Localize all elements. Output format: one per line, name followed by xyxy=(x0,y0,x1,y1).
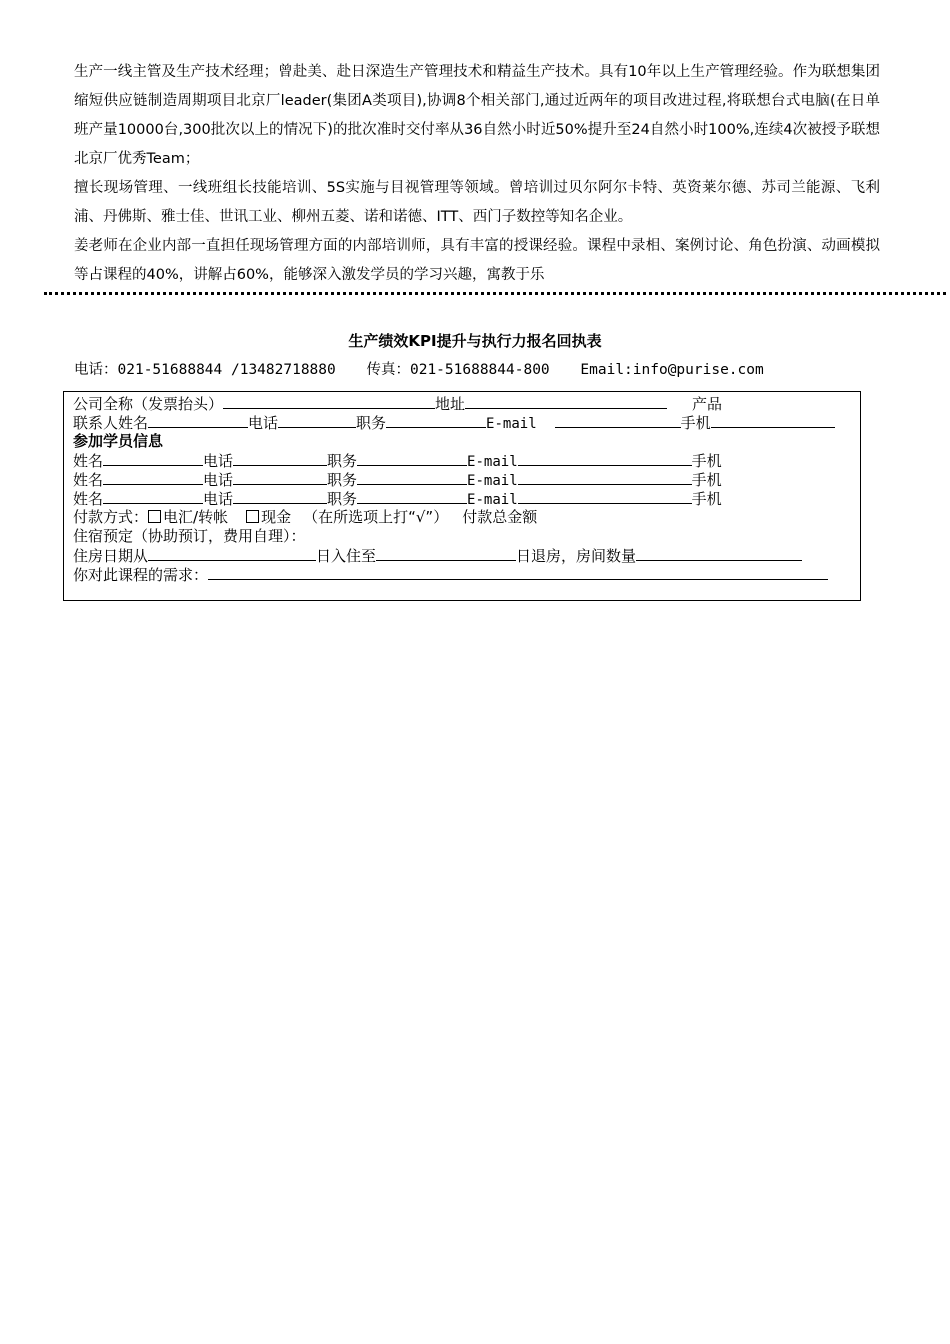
contact-tel-field[interactable] xyxy=(278,413,356,428)
name-field[interactable] xyxy=(103,470,203,485)
position-field[interactable] xyxy=(357,489,467,504)
name-label: 姓名 xyxy=(73,490,104,508)
contact-tel-label: 电话 xyxy=(248,414,279,432)
bio-paragraph-1: 生产一线主管及生产技术经理；曾赴美、赴日深造生产管理技术和精益生产技术。具有10年以上生产管理经验。作为联想集团缩短供应链制造周期项目北京厂leader(集团A类项目),协调8个相关部门,通过近两年的项目改进过程,将联想台式电脑(在日单班产量10000台,300批次以上的情况下)的批次准时交付率从36自然小时近50%提升至24自然小时100%,连续4次被授予联想北京厂优秀Team； xyxy=(74,64,880,167)
needs-label: 你对此课程的需求： xyxy=(73,566,209,584)
participant-row xyxy=(73,489,722,510)
contact-mobile-field[interactable] xyxy=(711,413,835,428)
email-text: Email:info@purise.com xyxy=(580,362,764,378)
needs-field[interactable] xyxy=(208,565,828,580)
contact-email-label: E-mail xyxy=(486,416,537,432)
lodging-dates-row xyxy=(73,546,802,566)
product-label: 产品 xyxy=(692,395,723,413)
form-title: 生产绩效KPI提升与执行力报名回执表 xyxy=(348,332,602,350)
tel-field[interactable] xyxy=(233,451,327,466)
lodging-label: 住宿预定（协助预订，费用自理）： xyxy=(73,527,306,545)
room-count-field[interactable] xyxy=(636,546,802,561)
contact-info xyxy=(74,358,786,379)
payment-hint: （在所选项上打“√”） xyxy=(303,508,449,526)
email-label: E-mail xyxy=(467,454,518,470)
checkout-label: 日退房，房间数量 xyxy=(516,547,637,565)
contact-name-label: 联系人姓名 xyxy=(73,414,149,432)
tel-field[interactable] xyxy=(233,489,327,504)
mobile-label: 手机 xyxy=(691,452,722,470)
wire-transfer-label: 电汇/转帐 xyxy=(163,508,229,526)
needs-row xyxy=(73,565,828,585)
email-label: E-mail xyxy=(467,473,518,489)
tel-label: 电话 xyxy=(203,490,234,508)
email-field[interactable] xyxy=(518,489,692,504)
checkin-date-field[interactable] xyxy=(148,546,316,561)
name-field[interactable] xyxy=(103,489,203,504)
name-label: 姓名 xyxy=(73,471,104,489)
tel-label: 电话 xyxy=(203,471,234,489)
position-label: 职务 xyxy=(327,471,358,489)
participant-row xyxy=(73,451,722,472)
contact-position-label: 职务 xyxy=(356,414,387,432)
contact-mobile-label: 手机 xyxy=(680,414,711,432)
mobile-label: 手机 xyxy=(691,490,722,508)
contact-row xyxy=(73,413,835,434)
participant-row xyxy=(73,470,722,491)
position-label: 职务 xyxy=(327,452,358,470)
payment-label: 付款方式： xyxy=(73,508,149,526)
position-field[interactable] xyxy=(357,451,467,466)
email-field[interactable] xyxy=(518,451,692,466)
needs-extra-line[interactable] xyxy=(73,600,843,601)
name-label: 姓名 xyxy=(73,452,104,470)
contact-name-field[interactable] xyxy=(148,413,248,428)
tel-field[interactable] xyxy=(233,470,327,485)
address-label: 地址 xyxy=(435,395,466,413)
position-field[interactable] xyxy=(357,470,467,485)
wire-transfer-checkbox[interactable] xyxy=(148,510,161,523)
participants-heading: 参加学员信息 xyxy=(73,432,164,450)
bio-paragraph-3: 姜老师在企业内部一直担任现场管理方面的内部培训师，具有丰富的授课经验。课程中录相、案例讨论、角色扮演、动画模拟等占课程的40%，讲解占60%，能够深入激发学员的学习兴趣，寓教于乐 xyxy=(74,238,880,283)
cash-label: 现金 xyxy=(261,508,292,526)
phone-text: 电话：021-51688844 /13482718880 xyxy=(74,362,336,378)
contact-email-field[interactable] xyxy=(555,413,681,428)
name-field[interactable] xyxy=(103,451,203,466)
fax-text: 传真：021-51688844-800 xyxy=(366,362,550,378)
payment-total-label: 付款总金额 xyxy=(462,508,538,526)
payment-row xyxy=(73,508,537,527)
instructor-bio xyxy=(74,58,880,290)
cash-checkbox[interactable] xyxy=(246,510,259,523)
address-field[interactable] xyxy=(465,394,667,409)
mobile-label: 手机 xyxy=(691,471,722,489)
email-label: E-mail xyxy=(467,492,518,508)
checkin-label: 住房日期从 xyxy=(73,547,149,565)
company-row xyxy=(73,394,722,414)
checkin-mid-label: 日入住至 xyxy=(316,547,377,565)
tel-label: 电话 xyxy=(203,452,234,470)
company-field[interactable] xyxy=(223,394,435,409)
contact-position-field[interactable] xyxy=(386,413,486,428)
bio-paragraph-2: 擅长现场管理、一线班组长技能培训、5S实施与目视管理等领域。曾培训过贝尔阿尔卡特、英资莱尔德、苏司兰能源、飞利浦、丹佛斯、雅士佳、世讯工业、柳州五菱、诺和诺德、ITT、西门子数控等知名企业。 xyxy=(74,180,880,225)
registration-form xyxy=(63,391,861,601)
checkout-date-field[interactable] xyxy=(376,546,516,561)
dotted-separator xyxy=(44,292,946,295)
email-field[interactable] xyxy=(518,470,692,485)
position-label: 职务 xyxy=(327,490,358,508)
company-label: 公司全称（发票抬头） xyxy=(73,395,224,413)
